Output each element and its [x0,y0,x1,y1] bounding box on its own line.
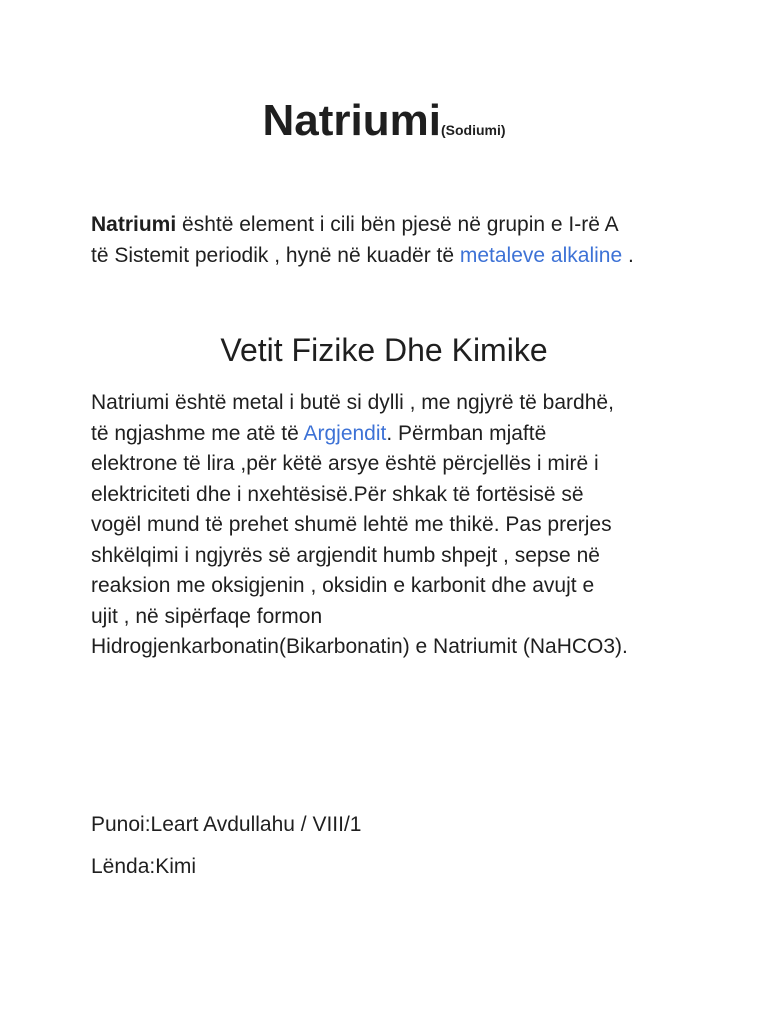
properties-line: shkëlqimi i ngjyrës së argjendit humb shpejt , sepse në [91,543,600,567]
alkali-metals-link[interactable]: metaleve alkaline [459,243,623,267]
intro-line1-text: është element i cili bën pjesë në grupin e I-rë A [176,213,619,236]
author-line: Punoi:Leart Avdullahu / VIII/1 [91,813,362,836]
title-main: Natriumi [262,96,441,145]
section-heading: Vetit Fizike Dhe Kimike [220,332,548,368]
subject-line: Lënda:Kimi [91,855,197,878]
properties-line: elektrone të lira ,për këtë arsye është përcjellës i mirë i [91,452,599,475]
properties-line: reaksion me oksigjenin , oksidin e karbonit dhe avujt e [91,574,595,597]
properties-line: të ngjashme me atë të [91,421,304,445]
silver-link[interactable]: Argjendit [303,421,387,445]
intro-end-text: . [622,243,634,267]
properties-line: elektriciteti dhe i nxehtësisë.Për shkak të fortësisë së [91,482,584,506]
properties-line: vogël mund të prehet shumë lehtë me thikë. Pas prerjes [91,513,612,536]
intro-bold-term: Natriumi [91,213,177,236]
intro-paragraph [91,210,691,271]
title-subtitle: (Sodiumi) [440,122,506,138]
intro-line2-text: të Sistemit periodik , hynë në kuadër të [91,243,460,267]
properties-line: . Përmban mjaftë [386,421,547,445]
properties-line: Natriumi është metal i butë si dylli , me ngjyrë të bardhë, [91,391,614,414]
properties-line: Hidrogjenkarbonatin(Bikarbonatin) e Natriumit (NaHCO3). [91,635,628,658]
page-title [0,94,768,157]
properties-line: ujit , në sipërfaqe formon [91,604,323,628]
properties-paragraph [91,388,691,663]
